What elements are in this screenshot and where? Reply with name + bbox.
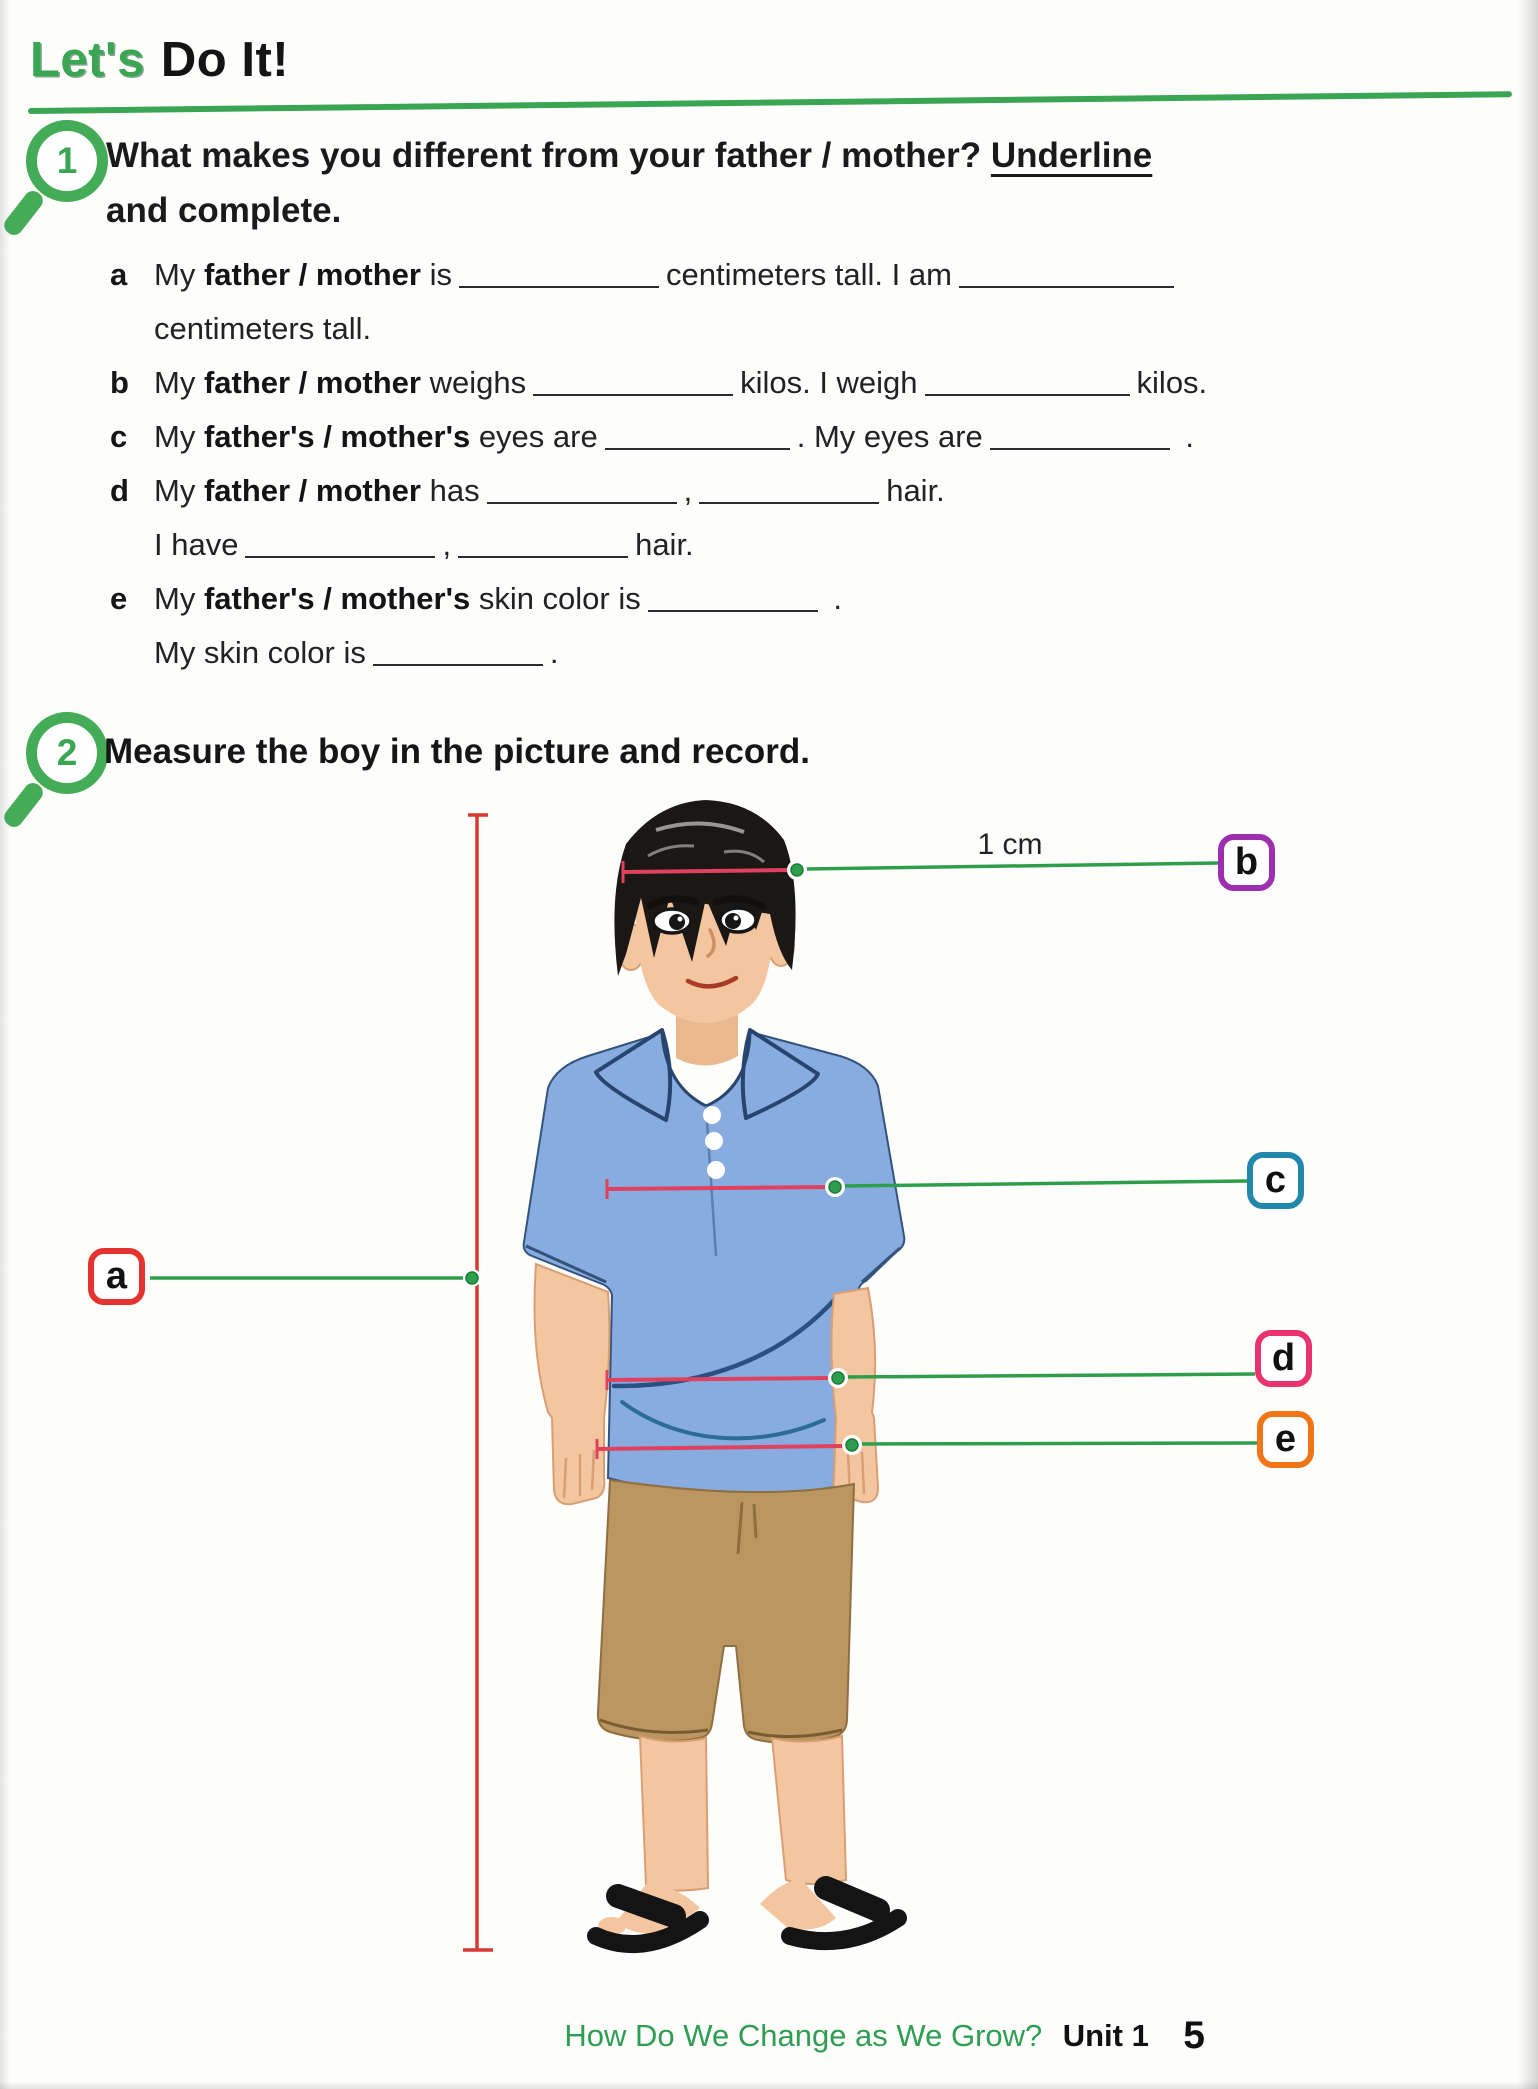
fill-in-blank[interactable] <box>458 530 628 558</box>
fill-in-blank[interactable] <box>605 422 790 450</box>
fill-in-blank[interactable] <box>459 260 659 288</box>
item-text: My father's / mother's skin color is . <box>154 581 842 616</box>
magnifier-icon-2 <box>26 712 108 794</box>
prompt-underlined-word: Underline <box>990 136 1153 175</box>
item-letter: e <box>110 581 128 616</box>
item-letter: d <box>110 473 129 508</box>
item-text: My father / mother weighs kilos. I weigh kilos. <box>154 365 1208 400</box>
item-letter <box>110 524 154 565</box>
fill-in-blank[interactable] <box>245 530 435 558</box>
magnifier-icon-1 <box>26 120 108 202</box>
measure-label-b: b <box>1218 834 1275 891</box>
unit-label: Unit 1 <box>1062 2018 1149 2053</box>
measure-a-connector <box>150 1269 481 1287</box>
fill-in-blank[interactable] <box>373 638 543 666</box>
lesson-title: How Do We Change as We Grow? <box>564 2018 1043 2053</box>
measure-label-d: d <box>1255 1330 1312 1387</box>
measure-figure <box>0 790 1538 2000</box>
exercise2-number: 2 <box>26 712 108 794</box>
page-number: 5 <box>1183 2014 1205 2057</box>
item-text: My skin color is . <box>154 635 559 670</box>
fill-in-blank[interactable] <box>699 476 879 504</box>
scale-label: 1 cm <box>977 828 1043 861</box>
page-edge-right <box>1518 0 1538 2089</box>
exercise1-item-c <box>110 416 1440 457</box>
fill-in-blank[interactable] <box>648 584 818 612</box>
exercise2-prompt: Measure the boy in the picture and record. <box>104 732 810 771</box>
fill-in-blank[interactable] <box>487 476 677 504</box>
title-main: Do It! <box>160 33 290 87</box>
page-edge-bottom <box>0 2081 1538 2089</box>
exercise1-prompt-line1 <box>106 128 1256 183</box>
measure-label-a: a <box>88 1248 145 1305</box>
fill-in-blank[interactable] <box>959 260 1174 288</box>
figure-canvas <box>0 790 1538 2000</box>
page-footer <box>0 2012 1205 2056</box>
header-rule <box>28 91 1512 114</box>
exercise1-prompt <box>106 128 1256 238</box>
height-measure-line <box>463 815 493 1950</box>
measure-label-c: c <box>1247 1152 1304 1209</box>
measure-label-e: e <box>1257 1411 1314 1468</box>
title-accent: Let's <box>30 33 145 87</box>
fill-in-blank[interactable] <box>925 368 1130 396</box>
item-letter <box>110 632 154 673</box>
item-letter <box>110 308 154 349</box>
exercise1-item-a <box>110 254 1440 349</box>
fill-in-blank[interactable] <box>533 368 733 396</box>
item-text: I have , hair. <box>154 527 694 562</box>
item-text: My father / mother has , hair. <box>154 473 945 508</box>
exercise1-item-e <box>110 578 1440 673</box>
exercise1-item-d <box>110 470 1440 565</box>
item-letter: b <box>110 365 129 400</box>
page-title <box>30 32 289 88</box>
item-letter: a <box>110 257 128 292</box>
exercise1-item-b <box>110 362 1440 403</box>
item-text: My father's / mother's eyes are . My eyes are . <box>154 419 1195 454</box>
exercise1-items <box>110 254 1440 686</box>
fill-in-blank[interactable] <box>990 422 1170 450</box>
boy-illustration <box>524 800 905 1944</box>
item-text: My father / mother is centimeters tall. I am <box>154 254 1440 295</box>
exercise1-number: 1 <box>26 120 108 202</box>
prompt-text: What makes you different from your father / mother? <box>106 136 982 175</box>
item-letter: c <box>110 419 128 454</box>
item-text: centimeters tall. <box>154 311 372 346</box>
exercise1-prompt-line2: and complete. <box>106 191 342 230</box>
